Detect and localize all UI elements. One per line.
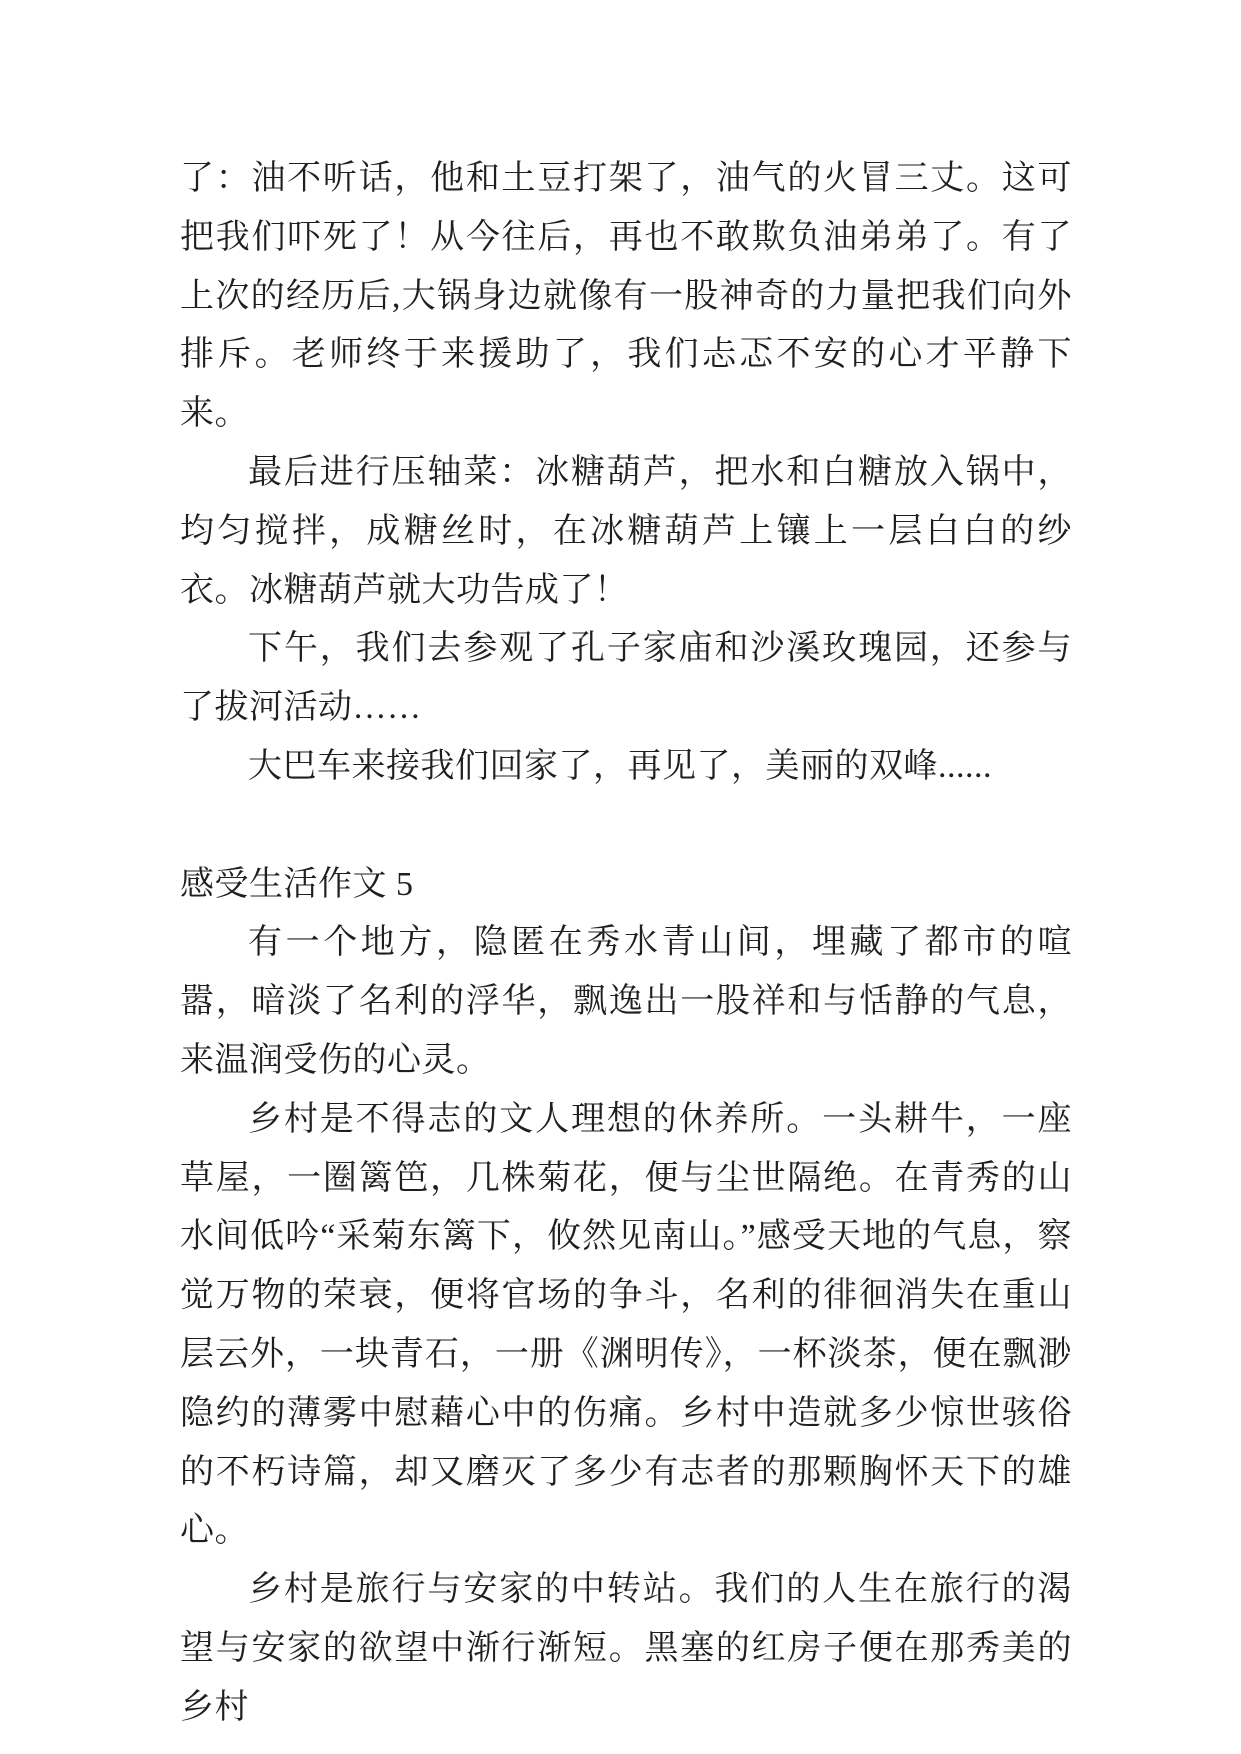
- essay-paragraph: 最后进行压轴菜：冰糖葫芦，把水和白糖放入锅中，均匀搅拌，成糖丝时，在冰糖葫芦上镶上一层白白的纱衣。冰糖葫芦就大功告成了！: [180, 453, 1072, 609]
- essay-paragraph: 了：油不听话，他和土豆打架了，油气的火冒三丈。这可把我们吓死了！从今往后，再也不敢欺负油弟弟了。有了上次的经历后,大锅身边就像有一股神奇的力量把我们向外排斥。老师终于来援助了，我们忐忑不安的心才平静下来。: [180, 160, 1072, 433]
- essay-paragraph: 下午，我们去参观了孔子家庙和沙溪玫瑰园，还参与了拔河活动……: [180, 630, 1072, 727]
- essay-paragraph: 乡村是旅行与安家的中转站。我们的人生在旅行的渴望与安家的欲望中渐行渐短。黑塞的红房子便在那秀美的乡村: [180, 1571, 1072, 1726]
- essay-paragraph: 乡村是不得志的文人理想的休养所。一头耕牛，一座草屋，一圈篱笆，几株菊花，便与尘世隔绝。在青秀的山水间低吟“采菊东篱下，攸然见南山。”感受天地的气息，察觉万物的荣衰，便将官场的争斗，名利的徘徊消失在重山层云外，一块青石，一册《渊明传》，一杯淡茶，便在飘渺隐约的薄雾中慰藉心中的伤痛。乡村中造就多少惊世骇俗的不朽诗篇，却又磨灭了多少有志者的那颗胸怀天下的雄心。: [180, 1100, 1072, 1550]
- essay-section-heading: 感受生活作文 5: [180, 865, 414, 903]
- essay-body: [180, 150, 1072, 1738]
- essay-paragraph: 有一个地方，隐匿在秀水青山间，埋藏了都市的喧嚣，暗淡了名利的浮华，飘逸出一股祥和与恬静的气息，来温润受伤的心灵。: [180, 924, 1072, 1079]
- essay-paragraph: 大巴车来接我们回家了，再见了，美丽的双峰......: [248, 747, 992, 785]
